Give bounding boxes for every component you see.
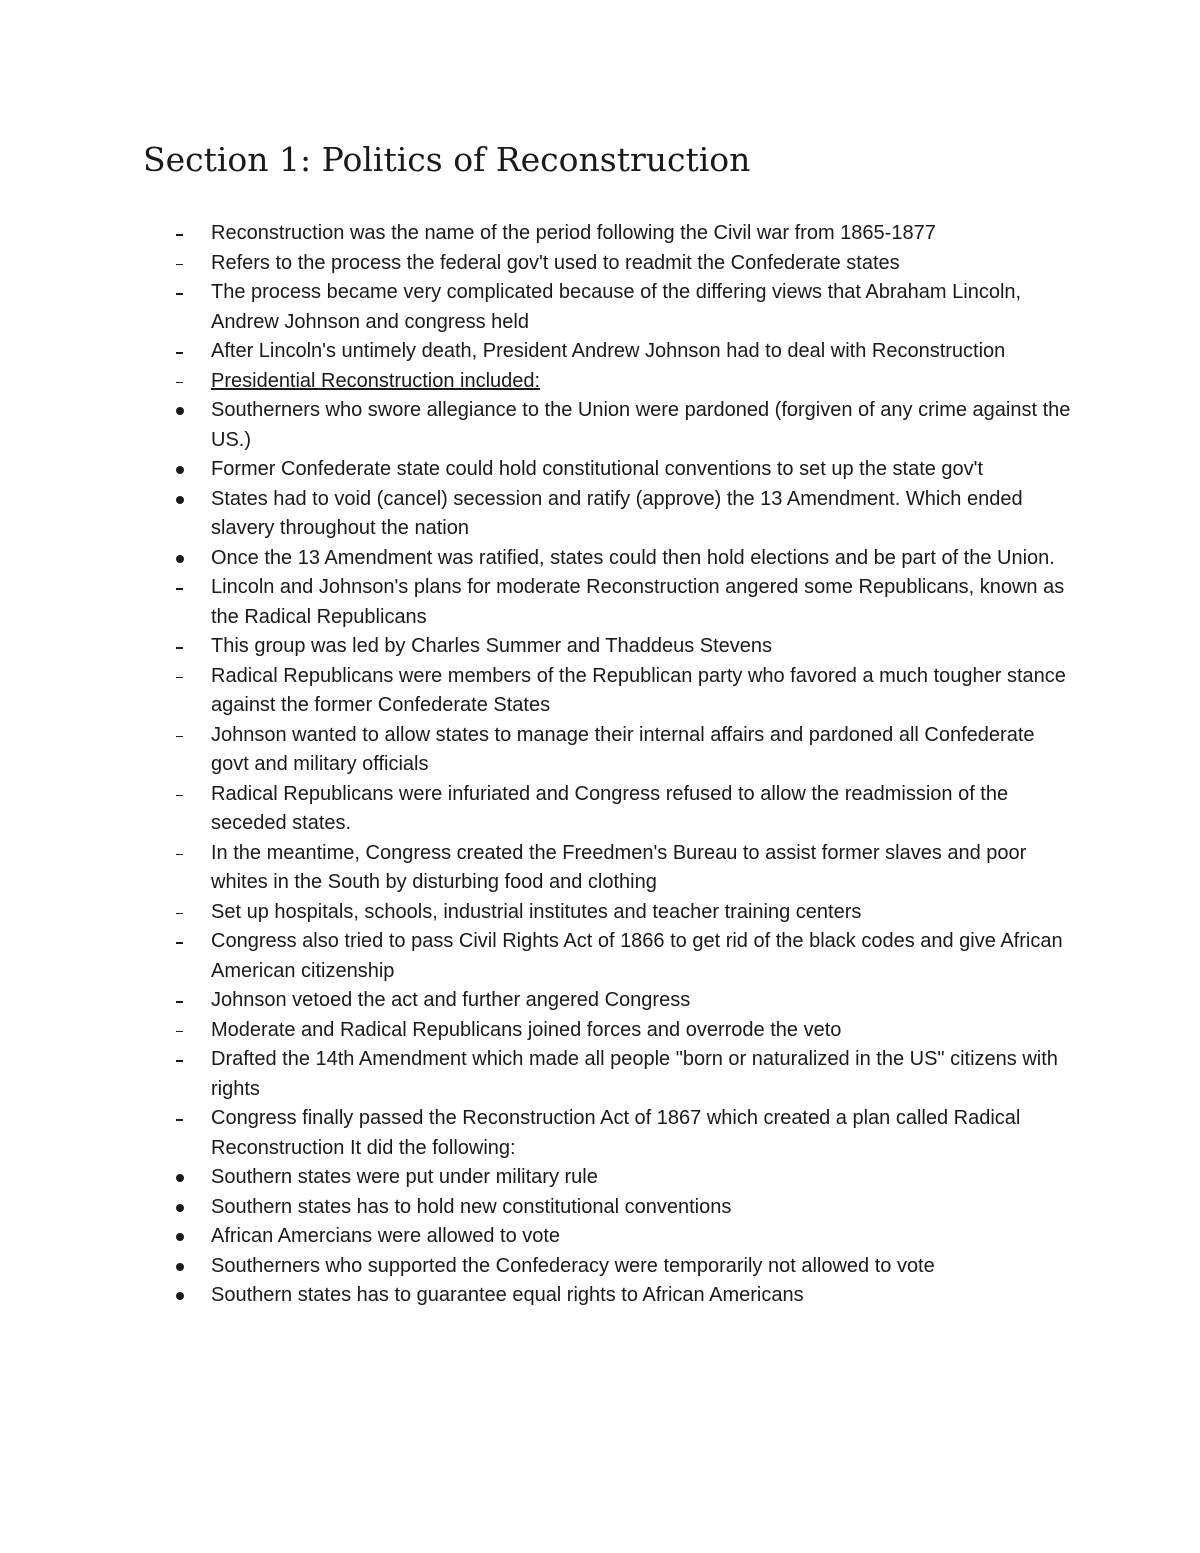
list-item-text: After Lincoln's untimely death, President Andrew Johnson had to deal with Reconstruction [211,340,1006,362]
list-item [0,1104,1071,1163]
dash-marker [0,1045,200,1075]
list-item [0,1252,1071,1282]
list-item-text: Once the 13 Amendment was ratified, states could then hold elections and be part of the Union. [211,546,1055,569]
bullet-marker [0,544,200,574]
list-item [0,219,1071,249]
list-item [0,1222,1071,1252]
page-title: Section 1: Politics of Reconstruction [143,140,751,179]
list-item [0,573,1071,632]
list-item [0,986,1071,1016]
dash-marker [0,278,200,308]
list-item-text: Moderate and Radical Republicans joined forces and overrode the veto [211,1018,842,1041]
list-item [0,544,1071,574]
bullet-marker [0,1222,200,1252]
dash-marker [0,632,200,662]
list-item [0,1193,1071,1223]
list-item [0,632,1071,662]
list-item-text: Lincoln and Johnson's plans for moderate Reconstruction angered some Republicans, known as the Radical Republicans [211,576,1065,628]
list-item [0,278,1071,337]
dash-marker [0,219,200,249]
bullet-marker [0,1163,200,1193]
list-item-text: Refers to the process the federal gov't used to readmit the Confederate states [211,251,900,274]
dash-marker [0,337,200,367]
list-item [0,721,1071,780]
list-item-text: Southern states were put under military rule [211,1166,598,1188]
list-item [0,839,1071,898]
list-item [0,455,1071,485]
list-item [0,367,1071,397]
dash-marker [0,721,200,751]
dash-marker [0,986,200,1016]
list-item-text: Johnson vetoed the act and further angered Congress [211,989,691,1011]
list-item-text: Southerners who supported the Confederacy were temporarily not allowed to vote [211,1254,935,1277]
list-item [0,780,1071,839]
list-item-text: This group was led by Charles Summer and Thaddeus Stevens [211,635,773,657]
list-item-text: In the meantime, Congress created the Freedmen's Bureau to assist former slaves and poor whites in the South by disturbing food and clothing [211,841,1027,893]
list-item-text: Congress finally passed the Reconstruction Act of 1867 which created a plan called Radical Reconstruction It did the following: [211,1107,1021,1159]
notes-list [0,219,1200,1311]
list-item [0,898,1071,928]
list-item-text: Set up hospitals, schools, industrial institutes and teacher training centers [211,900,862,923]
dash-marker [0,780,200,810]
bullet-marker [0,485,200,515]
list-item-text: Drafted the 14th Amendment which made all people "born or naturalized in the US" citizens with rights [211,1048,1058,1100]
list-item [0,485,1071,544]
bullet-marker [0,396,200,426]
bullet-marker [0,1193,200,1223]
list-item-text: The process became very complicated because of the differing views that Abraham Lincoln, Andrew Johnson and congress held [211,281,1022,333]
list-item-text: African Amercians were allowed to vote [211,1225,561,1247]
dash-marker [0,662,200,692]
list-item [0,1045,1071,1104]
dash-marker [0,927,200,957]
list-item [0,1163,1071,1193]
dash-marker [0,1104,200,1134]
list-item-text: Reconstruction was the name of the period following the Civil war from 1865-1877 [211,222,936,244]
list-item-text: Presidential Reconstruction included: [211,369,541,392]
list-item-text: Southerners who swore allegiance to the Union were pardoned (forgiven of any crime against the US.) [211,399,1071,451]
list-item [0,1281,1071,1311]
dash-marker [0,367,200,397]
bullet-marker [0,1281,200,1311]
list-item-text: Southern states has to hold new constitutional conventions [211,1195,732,1218]
list-item [0,249,1071,279]
list-item-text: States had to void (cancel) secession and ratify (approve) the 13 Amendment. Which ended slavery throughout the nation [211,487,1023,539]
list-item [0,927,1071,986]
list-item-text: Congress also tried to pass Civil Rights Act of 1866 to get rid of the black codes and give African American citizenship [211,930,1063,982]
list-item [0,396,1071,455]
dash-marker [0,839,200,869]
dash-marker [0,1016,200,1046]
list-item-text: Radical Republicans were infuriated and Congress refused to allow the readmission of the seceded states. [211,782,1009,834]
list-item-text: Southern states has to guarantee equal rights to African Americans [211,1284,804,1306]
bullet-marker [0,1252,200,1282]
list-item [0,662,1071,721]
list-item [0,337,1071,367]
bullet-marker [0,455,200,485]
list-item-text: Johnson wanted to allow states to manage their internal affairs and pardoned all Confederate govt and military officials [211,723,1035,775]
dash-marker [0,898,200,928]
list-item-text: Former Confederate state could hold constitutional conventions to set up the state gov't [211,458,984,480]
list-item [0,1016,1071,1046]
list-item-text: Radical Republicans were members of the Republican party who favored a much tougher stance against the former Confederate States [211,664,1066,716]
dash-marker [0,249,200,279]
dash-marker [0,573,200,603]
